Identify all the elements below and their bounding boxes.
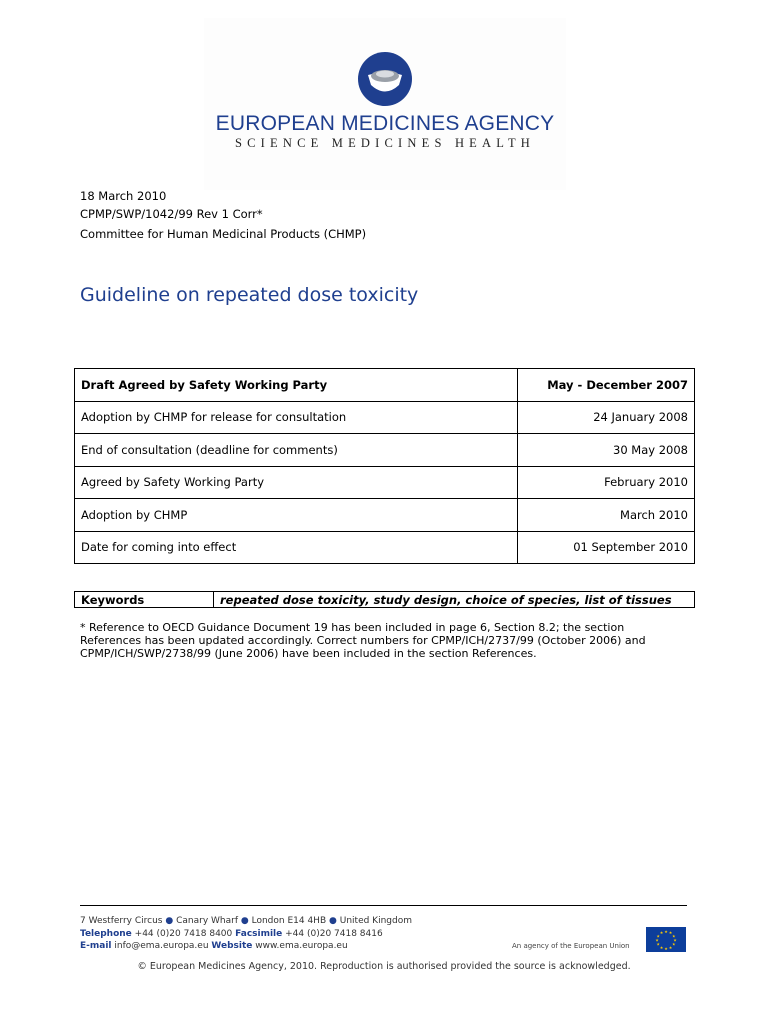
svg-text:★: ★ <box>659 930 664 936</box>
svg-text:★: ★ <box>655 937 659 943</box>
table-row <box>75 434 695 467</box>
website-label: Website <box>211 941 253 951</box>
correction-note <box>80 621 680 660</box>
timeline-label: Adoption by CHMP for release for consultation <box>75 401 518 434</box>
timeline-value: May - December 2007 <box>518 369 695 402</box>
svg-text:★: ★ <box>673 937 677 943</box>
note-line: * Reference to OECD Guidance Document 19 has been included in page 6, Section 8.2; the section <box>80 621 625 634</box>
timeline-value: 01 September 2010 <box>518 531 695 564</box>
keywords-table <box>74 591 695 608</box>
footer-contact <box>80 941 348 951</box>
address-country: United Kingdom <box>339 916 412 926</box>
facsimile-value: +44 (0)20 7418 8416 <box>285 929 383 939</box>
svg-text:★: ★ <box>668 944 673 950</box>
footer-phone <box>80 929 383 939</box>
email-label: E-mail <box>80 941 112 951</box>
timeline-value: February 2010 <box>518 466 695 499</box>
facsimile-label: Facsimile <box>235 929 283 939</box>
svg-text:★: ★ <box>672 941 676 947</box>
timeline-label: Draft Agreed by Safety Working Party <box>75 369 518 402</box>
agency-name: EUROPEAN MEDICINES AGENCY <box>215 112 555 135</box>
timeline-label: Date for coming into effect <box>75 531 518 564</box>
keywords-label: Keywords <box>75 592 214 608</box>
timeline-value: 24 January 2008 <box>518 401 695 434</box>
timeline-table <box>74 368 695 564</box>
ema-emblem-icon <box>354 50 416 108</box>
committee-name: Committee for Human Medicinal Products (CHMP) <box>80 227 367 241</box>
telephone-label: Telephone <box>80 929 132 939</box>
footer-divider <box>80 905 687 906</box>
address-street: 7 Westferry Circus <box>80 916 163 926</box>
timeline-label: End of consultation (deadline for comments) <box>75 434 518 467</box>
svg-text:★: ★ <box>656 941 660 947</box>
footer-address <box>80 916 412 926</box>
svg-text:★: ★ <box>664 946 668 951</box>
bullet-icon: ● <box>329 916 337 926</box>
agency-logo <box>204 18 566 190</box>
svg-text:★: ★ <box>664 929 668 934</box>
table-row <box>75 531 695 564</box>
telephone-value: +44 (0)20 7418 8400 <box>134 929 233 939</box>
document-reference: CPMP/SWP/1042/99 Rev 1 Corr* <box>80 207 263 221</box>
timeline-label: Agreed by Safety Working Party <box>75 466 518 499</box>
bullet-icon: ● <box>165 916 174 926</box>
svg-text:★: ★ <box>656 933 660 939</box>
keywords-value: repeated dose toxicity, study design, choice of species, list of tissues <box>214 592 695 608</box>
note-line: CPMP/ICH/SWP/2738/99 (June 2006) have been included in the section References. <box>80 647 537 660</box>
eu-agency-text: An agency of the European Union <box>512 942 630 950</box>
table-row <box>75 466 695 499</box>
timeline-value: March 2010 <box>518 499 695 532</box>
svg-text:★: ★ <box>672 933 676 939</box>
svg-text:★: ★ <box>659 944 664 950</box>
eu-flag-icon <box>646 927 686 952</box>
website-link[interactable]: www.ema.europa.eu <box>255 941 348 951</box>
timeline-value: 30 May 2008 <box>518 434 695 467</box>
page-title: Guideline on repeated dose toxicity <box>80 284 419 306</box>
bullet-icon: ● <box>240 916 249 926</box>
agency-tagline: SCIENCE MEDICINES HEALTH <box>234 136 536 150</box>
address-city: London E14 4HB <box>251 916 327 926</box>
email-link[interactable]: info@ema.europa.eu <box>114 941 209 951</box>
note-line: References has been updated accordingly. Correct numbers for CPMP/ICH/2737/99 (October 2006) and <box>80 634 646 647</box>
table-row <box>75 369 695 402</box>
table-row <box>75 499 695 532</box>
address-area: Canary Wharf <box>176 916 238 926</box>
document-date: 18 March 2010 <box>80 189 167 203</box>
svg-text:★: ★ <box>668 930 673 936</box>
copyright-notice: © European Medicines Agency, 2010. Reproduction is authorised provided the source is acknowledged. <box>137 961 631 972</box>
timeline-label: Adoption by CHMP <box>75 499 518 532</box>
table-row <box>75 592 695 608</box>
table-row <box>75 401 695 434</box>
